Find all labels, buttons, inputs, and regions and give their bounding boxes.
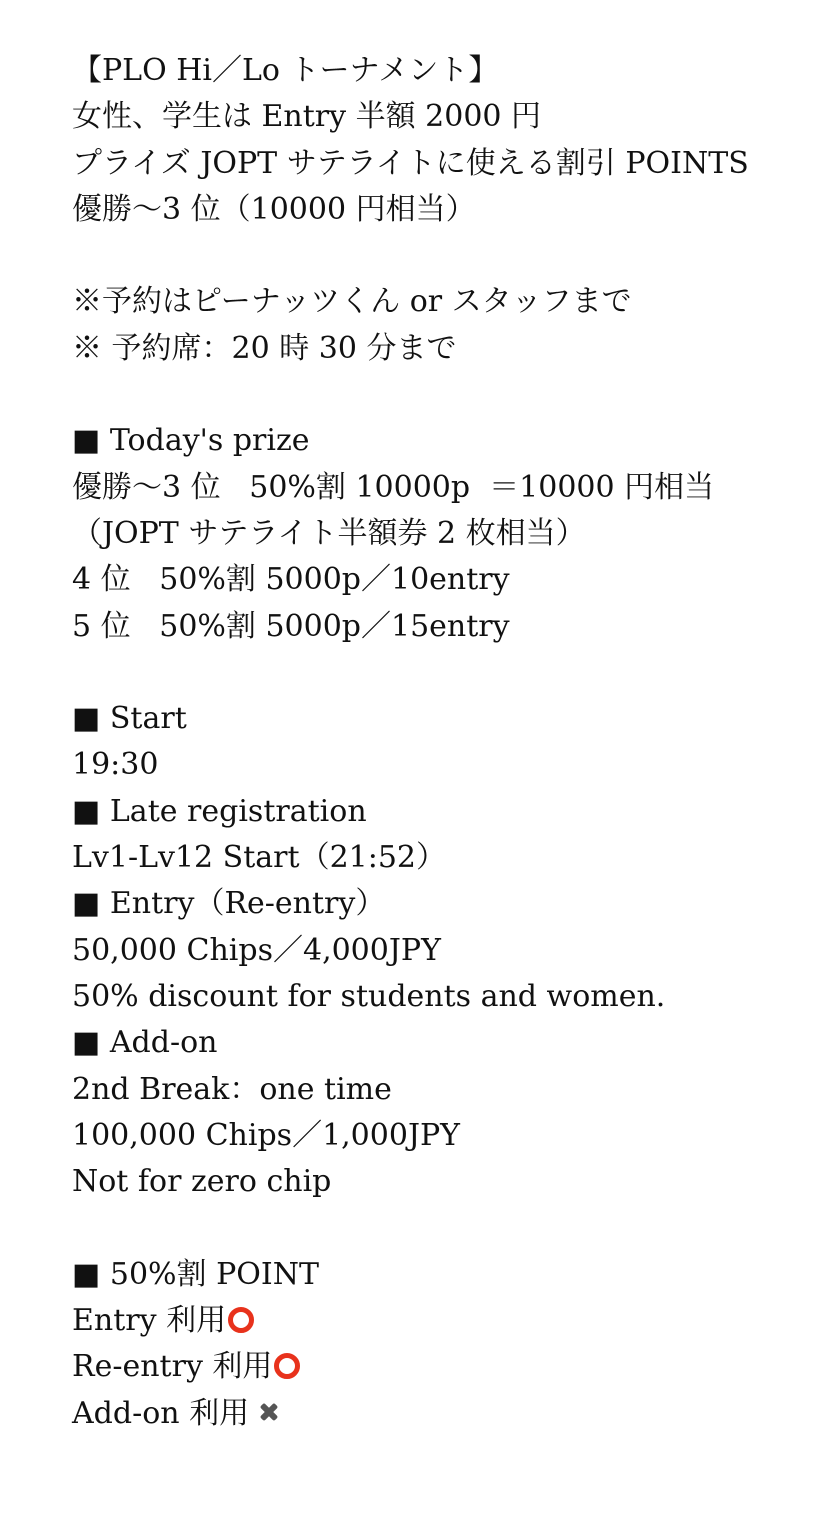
points-item-label: Re-entry 利用 [72, 1349, 273, 1385]
spacer [72, 1205, 792, 1251]
addon-chips: 100,000 Chips／1,000JPY [72, 1117, 460, 1153]
spacer [72, 233, 792, 279]
prize-note: プライズ JOPT サテライトに使える割引 POINTS [72, 145, 749, 181]
entry-heading: ■ Entry（Re-entry） [72, 886, 386, 922]
late-registration-value: Lv1-Lv12 Start（21:52） [72, 840, 447, 876]
prize-heading: ■ Today's prize [72, 423, 310, 459]
addon-heading: ■ Add-on [72, 1025, 218, 1061]
spacer [72, 372, 792, 418]
start-time: 19:30 [72, 747, 159, 783]
document-body [72, 48, 792, 1437]
points-item-entry [72, 1298, 792, 1344]
points-item-addon [72, 1391, 792, 1437]
winners-note: 優勝～3 位（10000 円相当） [72, 191, 476, 227]
points-heading: ■ 50%割 POINT [72, 1256, 319, 1292]
circle-icon [228, 1307, 254, 1333]
reservation-line-2: ※ 予約席：20 時 30 分まで [72, 330, 457, 366]
start-heading: ■ Start [72, 701, 187, 737]
discount-note: 女性、学生は Entry 半額 2000 円 [72, 99, 542, 135]
prize-line-4: 5 位 50%割 5000p／15entry [72, 608, 510, 644]
points-item-label: Entry 利用 [72, 1303, 227, 1339]
points-item-label: Add-on 利用 [72, 1395, 250, 1431]
entry-chips: 50,000 Chips／4,000JPY [72, 932, 441, 968]
late-registration-heading: ■ Late registration [72, 793, 367, 829]
reservation-line-1: ※予約はピーナッツくん or スタッフまで [72, 284, 632, 320]
spacer [72, 650, 792, 696]
prize-line-2: （JOPT サテライト半額券 2 枚相当） [72, 515, 586, 551]
tournament-title: 【PLO Hi／Lo トーナメント】 [72, 53, 499, 88]
addon-break: 2nd Break：one time [72, 1071, 392, 1107]
prize-line-1: 優勝～3 位 50%割 10000p ＝10000 円相当 [72, 469, 715, 505]
addon-note: Not for zero chip [72, 1164, 332, 1200]
cross-icon [257, 1400, 283, 1426]
prize-line-3: 4 位 50%割 5000p／10entry [72, 562, 510, 598]
circle-icon [274, 1353, 300, 1379]
points-item-reentry [72, 1344, 792, 1390]
entry-discount: 50% discount for students and women. [72, 978, 666, 1014]
